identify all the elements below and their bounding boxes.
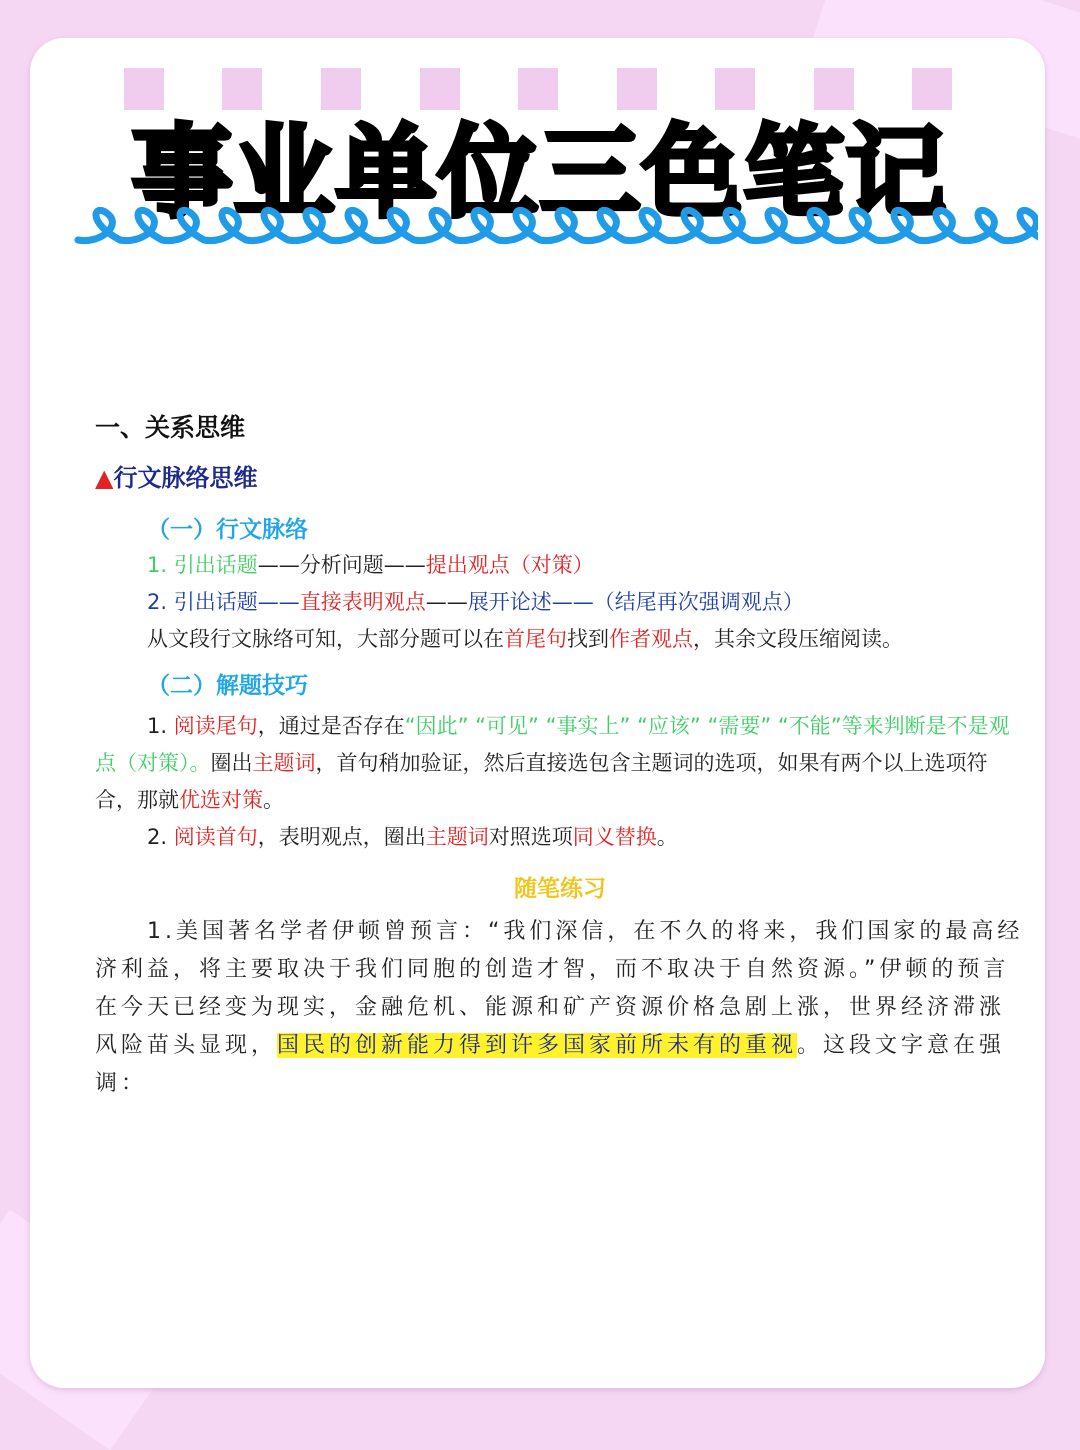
binder-hole [420, 68, 460, 110]
binder-hole [222, 68, 262, 110]
flow-summary [147, 626, 1025, 653]
practice-heading: 随笔练习 [514, 876, 606, 902]
text-segment: 主题词 [252, 751, 316, 775]
technique-paragraph-1 [95, 708, 1025, 819]
text-segment: 阅读尾句 [173, 714, 258, 738]
text-segment: 提出观点（对策） [425, 553, 594, 577]
notes-content [95, 408, 1025, 1103]
text-segment: ，表明观点，圈出 [257, 825, 426, 849]
text-segment: 找到 [567, 627, 609, 651]
text-segment: 。 [263, 788, 284, 812]
text-segment: 阅读首句 [173, 825, 258, 849]
binder-hole [124, 68, 164, 110]
binder-hole [617, 68, 657, 110]
text-segment: 对照选项 [488, 825, 573, 849]
flow-line-2 [147, 589, 1025, 616]
text-segment: —— [425, 590, 468, 614]
text-segment: 直接表明观点 [299, 590, 426, 614]
text-segment: ——分析问题—— [257, 553, 426, 577]
text-segment: ，其余文段压缩阅读。 [693, 627, 903, 651]
text-segment: 2. 引出话题—— [147, 590, 300, 614]
section-heading: 一、关系思维 [95, 413, 246, 442]
text-segment: “因此” “可见” “事实上” “应该” “需要” “不能”等来判断是不是观点（对策）。 [95, 714, 1010, 775]
binder-hole [321, 68, 361, 110]
text-segment: ，通过是否存在 [257, 714, 405, 738]
binder-hole [518, 68, 558, 110]
text-segment: 作者观点 [609, 627, 693, 651]
text-segment: 从文段行文脉络可知，大部分题可以在 [147, 627, 504, 651]
text-segment: 同义替换 [572, 825, 657, 849]
text-segment: 圈出 [210, 751, 253, 775]
text-segment: 主题词 [425, 825, 489, 849]
text-segment: ，首句稍加验证，然后直接选包含主题词的选项，如果有两个以上选项符合，那就 [95, 751, 988, 812]
text-segment: 1.美国著名学者伊顿曾预言：“我们深信，在不久的将来，我们国家的最高经济利益，将主要取决于我们同胞的创造才智，而不取决于自然资源。”伊顿的预言在今天已经变为现实，金融危机、能源和矿产资源价格急剧上涨，世界经济滞涨风险苗头显现， [95, 919, 1024, 1058]
triangle-marker-icon: ▲ [95, 464, 114, 492]
binder-hole [814, 68, 854, 110]
flow-line-1 [147, 552, 1025, 579]
text-segment: 2. [147, 825, 174, 849]
page-title: 事业单位三色笔记 [132, 114, 948, 231]
binder-holes [0, 68, 1080, 112]
subheading-text: 行文脉络思维 [113, 464, 258, 492]
text-segment: 1. [147, 714, 174, 738]
text-segment: 。这段文字意在强调： [95, 1033, 1006, 1096]
binder-hole [912, 68, 952, 110]
text-segment: 。 [656, 825, 678, 849]
text-segment: 优选对策 [179, 788, 263, 812]
part2-heading: （二）解题技巧 [147, 673, 308, 699]
technique-paragraph-2 [95, 819, 1025, 856]
practice-question [95, 913, 1025, 1103]
text-segment: 展开论述—— [467, 590, 594, 614]
wave-underline-decoration [72, 196, 1038, 252]
text-segment: 1. 引出话题 [147, 553, 258, 577]
text-segment: （结尾再次强调观点） [593, 590, 804, 614]
subheading [95, 458, 1025, 493]
binder-hole [715, 68, 755, 110]
highlighted-text: 国民的创新能力得到许多国家前所未有的重视 [277, 1033, 798, 1058]
part1-heading: （一）行文脉络 [147, 517, 308, 543]
text-segment: 首尾句 [504, 627, 567, 651]
